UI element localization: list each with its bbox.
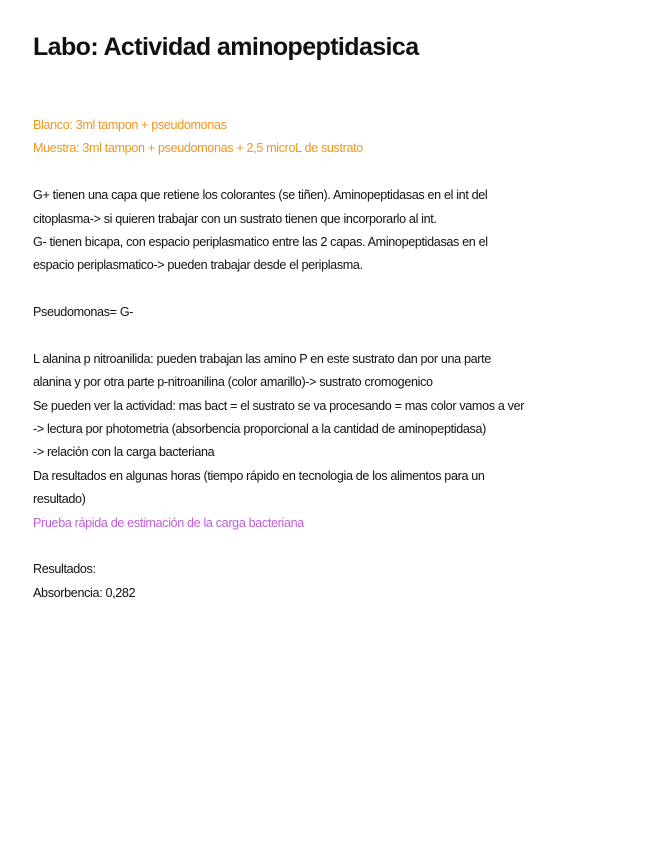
method-line-2: alanina y por otra parte p-nitroanilina (color amarillo)-> sustrato cromogenico xyxy=(33,375,433,390)
method-line-4: -> lectura por photometria (absorbencia proporcional a la cantidad de aminopeptidasa) xyxy=(33,422,486,437)
blanco-line: Blanco: 3ml tampon + pseudomonas xyxy=(33,118,227,132)
muestra-line: Muestra: 3ml tampon + pseudomonas + 2,5 microL de sustrato xyxy=(33,141,363,156)
spacer xyxy=(33,278,633,301)
method-line-6: Da resultados en algunas horas (tiempo rápido en tecnologia de los alimentos para un xyxy=(33,468,485,483)
spacer xyxy=(33,161,633,184)
absorbencia-value: Absorbencia: 0,282 xyxy=(33,585,136,600)
gram-positive-line-2: citoplasma-> si quieren trabajar con un sustrato tienen que incorporarlo al int. xyxy=(33,211,437,226)
gram-negative-line-1: G- tienen bicapa, con espacio periplasmatico entre las 2 capas. Aminopeptidasas en el xyxy=(33,234,488,249)
document-page xyxy=(33,30,633,605)
highlight-line: Prueba rápida de estimación de la carga bacteriana xyxy=(33,515,304,530)
gram-positive-line-1: G+ tienen una capa que retiene los colorantes (se tiñen). Aminopeptidasas en el int del xyxy=(33,188,488,203)
method-line-5: -> relación con la carga bacteriana xyxy=(33,445,215,460)
spacer xyxy=(33,325,633,348)
method-line-1: L alanina p nitroanilida: pueden trabajan las amino P en este sustrato dan por una parte xyxy=(33,351,491,366)
page-title: Labo: Actividad aminopeptidasica xyxy=(33,33,419,61)
resultados-label: Resultados: xyxy=(33,562,96,577)
method-line-7: resultado) xyxy=(33,492,86,507)
pseudomonas-line: Pseudomonas= G- xyxy=(33,305,134,320)
spacer xyxy=(33,535,633,558)
document-body xyxy=(33,114,633,605)
method-line-3: Se pueden ver la actividad: mas bact = el sustrato se va procesando = mas color vamos a ver xyxy=(33,398,525,413)
gram-negative-line-2: espacio periplasmatico-> pueden trabajar desde el periplasma. xyxy=(33,258,363,273)
